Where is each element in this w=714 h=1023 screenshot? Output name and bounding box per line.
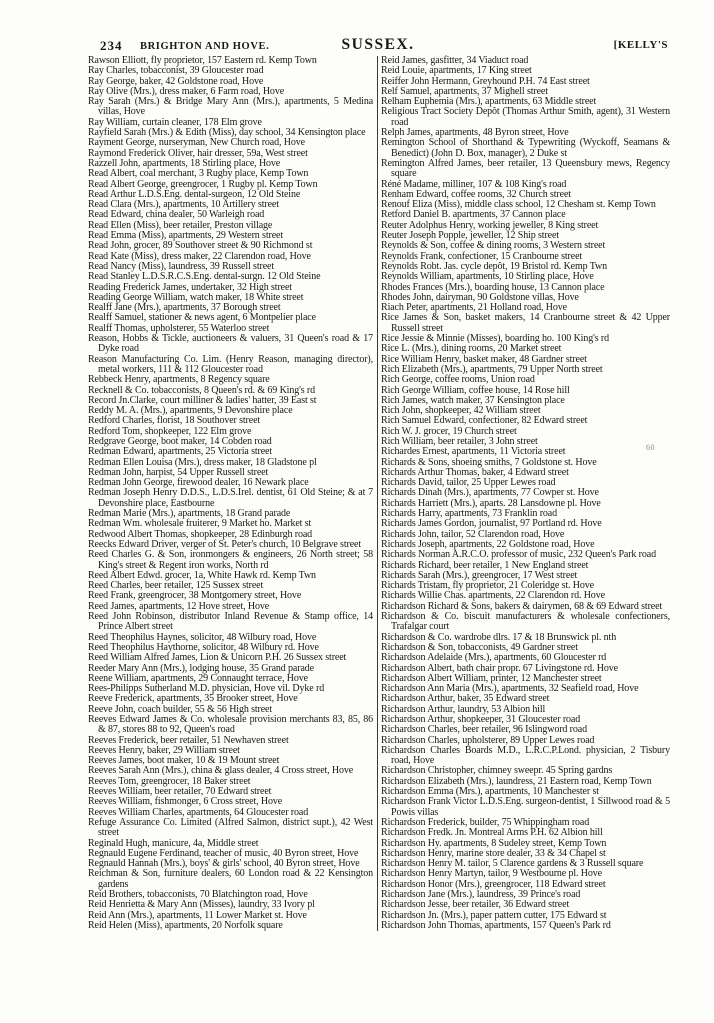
directory-entry: Reading George William, watch maker, 18 White street <box>88 291 304 303</box>
directory-entry: Richardson Frank Victor L.D.S.Eng. surgeon-dentist, 1 Sillwood road & 5 Powis villas <box>381 796 670 818</box>
directory-entry: Richardson Henry, marine store dealer, 33 & 34 Chapel st <box>381 847 606 859</box>
directory-entry: Richardson Ann Maria (Mrs.), apartments, 32 Seafield road, Hove <box>381 683 639 695</box>
directory-entry: Reid Henrietta & Mary Ann (Misses), laundry, 33 Ivory pl <box>88 899 315 911</box>
margin-mark: 60 <box>646 443 655 452</box>
directory-entry: Richards Norman A.R.C.O. professor of music, 232 Queen's Park road <box>381 549 656 561</box>
directory-entry: Reeve John, coach builder, 55 & 56 High street <box>88 703 273 715</box>
directory-entry: Richardson Christopher, chimney sweepr. 45 Spring gardns <box>381 765 613 777</box>
directory-entry: Reeves Edward James & Co. wholesale provision merchants 83, 85, 86 & 87, stores 88 to 92, Queen's road <box>88 714 374 736</box>
directory-entry: Religious Tract Society Depôt (Thomas Arthur Smith, agent), 31 Western road <box>381 106 670 128</box>
directory-entry: Rhodes Frances (Mrs.), boarding house, 13 Cannon place <box>381 281 605 293</box>
directory-entry: Read Emma (Miss), apartments, 29 Western street <box>88 230 283 242</box>
page-number: 234 <box>100 38 123 53</box>
column-divider-rule <box>377 56 378 931</box>
directory-entry: Richards Willie Chas. apartments, 22 Clarendon rd. Hove <box>381 590 605 602</box>
directory-entry: Richards Tristam, fly proprietor, 21 Coleridge st. Hove <box>381 580 594 592</box>
directory-entry: Richardson Fredk. Jn. Montreal Arms P.H. 62 Albion hill <box>381 827 603 839</box>
directory-entry: Richardson Henry M. tailor, 5 Clarence gardens & 3 Russell square <box>381 858 644 870</box>
directory-entry: Richardson & Co. biscuit manufacturers & wholesale confectioners, Trafalgar court <box>381 611 670 633</box>
directory-entry: Richardson Henry Martyn, tailor, 9 Westbourne pl. Hove <box>381 868 602 880</box>
directory-entry: Richards David, tailor, 25 Upper Lewes road <box>381 477 556 489</box>
directory-entry: Richards & Sons, shoeing smiths, 7 Goldstone st. Hove <box>381 456 597 468</box>
directory-entry: Read Stanley L.D.S.R.C.S.Eng. dental-surgn. 12 Old Steine <box>88 271 321 283</box>
directory-entry: Rayment George, nurseryman, New Church road, Hove <box>88 137 305 149</box>
directory-entry: Riach Peter, apartments, 21 Holland road, Hove <box>381 302 567 314</box>
directory-entry: Redwood Albert Thomas, shopkeeper, 28 Edinburgh road <box>88 528 313 540</box>
directory-entry: Reynolds Frank, confectioner, 15 Cranbourne street <box>381 250 583 262</box>
directory-entry: Richardson Charles, beer retailer, 96 Islingword road <box>381 724 587 736</box>
directory-entry: Réné Madame, milliner, 107 & 108 King's road <box>381 178 567 190</box>
directory-entry: Richardson John Thomas, apartments, 157 Queen's Park rd <box>381 919 611 931</box>
directory-entry: Relph James, apartments, 48 Byron street, Hove <box>381 127 569 139</box>
directory-entry: Reeve Frederick, apartments, 35 Brooker street, Hove <box>88 693 298 705</box>
running-title-right: [KELLY'S <box>613 39 668 51</box>
left-column <box>88 56 373 931</box>
directory-entry: Realff Jane (Mrs.), apartments, 37 Borough street <box>88 302 281 314</box>
directory-entry: Reene William, apartments, 29 Connaught terrace, Hove <box>88 672 308 684</box>
directory-entry: Rich William, beer retailer, 3 John street <box>381 435 538 447</box>
directory-entry: Rice William Henry, basket maker, 48 Gardner street <box>381 353 587 365</box>
directory-entry: Renham Edward, coffee rooms, 32 Church street <box>381 188 571 200</box>
directory-entry: Relham Euphemia (Mrs.), apartments, 63 Middle street <box>381 96 597 108</box>
directory-entry: Read Kate (Miss), dress maker, 22 Clarendon road, Hove <box>88 250 311 262</box>
directory-entry: Redman John George, firewood dealer, 16 Newark place <box>88 477 309 489</box>
directory-entry: Rich Elizabeth (Mrs.), apartments, 79 Upper North street <box>381 363 603 375</box>
directory-entry: Reeves William, beer retailer, 70 Edward street <box>88 786 272 798</box>
page-title: SUSSEX. <box>341 36 415 53</box>
directory-entry: Regnauld Eugene Ferdinand, teacher of music, 40 Byron street, Hove <box>88 847 359 859</box>
directory-entry: Ray Sarah (Mrs.) & Bridge Mary Ann (Mrs.), apartments, 5 Medina villas, Hove <box>88 96 374 118</box>
directory-entry: Ray George, baker, 42 Goldstone road, Hove <box>88 75 264 87</box>
directory-entry: Reid Louie, apartments, 17 King street <box>381 65 532 77</box>
directory-entry: Redford Charles, florist, 18 Southover street <box>88 415 261 427</box>
directory-entry: Richards Harriett (Mrs.), aparts. 28 Lansdowne pl. Hove <box>381 497 601 509</box>
directory-entry: Reecks Edward Driver, verger of St. Peter's church, 10 Belgrave street <box>88 538 361 550</box>
directory-entry: Rayfield Sarah (Mrs.) & Edith (Miss), day school, 34 Kensington place <box>88 127 366 139</box>
directory-entry: Reed John Robinson, distributor Inland Revenue & Stamp office, 14 Prince Albert street <box>88 611 374 633</box>
directory-entry: Reid James, gasfitter, 34 Viaduct road <box>381 55 529 66</box>
directory-entry: Richardson Jane (Mrs.), laundress, 39 Prince's road <box>381 889 581 901</box>
directory-entry: Reichman & Son, furniture dealers, 60 London road & 22 Kensington gardens <box>88 868 374 890</box>
directory-entry: Redman Marie (Mrs.), apartments, 18 Grand parade <box>88 508 291 520</box>
directory-entry: Rich Samuel Edward, confectioner, 82 Edward street <box>381 415 588 427</box>
directory-entry: Richardson Arthur, laundry, 53 Albion hill <box>381 703 546 715</box>
directory-entry: Realff Samuel, stationer & news agent, 6 Montpelier place <box>88 312 316 324</box>
directory-entry: Record Jn.Clarke, court milliner & ladies' hatter, 39 East st <box>88 394 317 406</box>
directory-entry: Reason, Hobbs & Tickle, auctioneers & valuers, 31 Queen's road & 17 Dyke road <box>88 333 374 355</box>
directory-entry: Rhodes John, dairyman, 90 Goldstone villas, Hove <box>381 291 579 303</box>
directory-entry: Rich W. J. grocer, 19 Church street <box>381 425 517 437</box>
directory-entry: Redgrave George, boot maker, 14 Cobden road <box>88 435 272 447</box>
directory-entry: Richardes Ernest, apartments, 11 Victoria street <box>381 446 566 458</box>
directory-entry: Realff Thomas, upholsterer, 55 Waterloo street <box>88 322 270 334</box>
directory-entry: Rebbeck Henry, apartments, 8 Regency square <box>88 374 270 386</box>
directory-entry: Rees-Philipps Sutherland M.D. physician, Hove vil. Dyke rd <box>88 683 325 695</box>
directory-entry: Richardson Albert, bath chair propr. 67 Livingstone rd. Hove <box>381 662 618 674</box>
directory-entry: Richardson & Co. wardrobe dlrs. 17 & 18 Brunswick pl. nth <box>381 631 617 643</box>
directory-entry: Rich James, watch maker, 37 Kensington place <box>381 394 565 406</box>
directory-entry: Read Ellen (Miss), beer retailer, Preston village <box>88 219 273 231</box>
directory-entry: Richardson Elizabeth (Mrs.), laundress, 21 Eastern road, Kemp Town <box>381 775 652 787</box>
directory-entry: Reynolds & Son, coffee & dining rooms, 3 Western street <box>381 240 606 252</box>
directory-entry: Recknell & Co. tobacconists, 8 Queen's rd. & 69 King's rd <box>88 384 316 396</box>
directory-entry: Richardson Adelaide (Mrs.), apartments, 60 Gloucester rd <box>381 652 607 664</box>
directory-entry: Reeves Tom, greengrocer, 18 Baker street <box>88 775 251 787</box>
directory-entry: Reed Albert Edwd. grocer, 1a, White Hawk rd. Kemp Twn <box>88 569 316 581</box>
directory-entry: Read Arthur L.D.S.Eng. dental-surgeon, 12 Old Steine <box>88 188 301 200</box>
directory-entry: Redman John, harpist, 54 Upper Russell street <box>88 466 269 478</box>
directory-columns <box>88 56 670 931</box>
directory-entry: Richardson Arthur, shopkeeper, 31 Gloucester road <box>381 714 581 725</box>
directory-entry: Reed James, apartments, 12 Hove street, Hove <box>88 600 270 612</box>
directory-entry: Razzell John, apartments, 18 Stirling place, Hove <box>88 157 281 169</box>
directory-entry: Redman Wm. wholesale fruiterer, 9 Market ho. Market st <box>88 518 312 530</box>
directory-entry: Reeves William Charles, apartments, 64 Gloucester road <box>88 806 309 818</box>
directory-entry: Rice James & Son, basket makers, 14 Cranbourne street & 42 Upper Russell street <box>381 312 670 334</box>
directory-entry: Ray Charles, tobacconist, 39 Gloucester road <box>88 65 264 77</box>
directory-entry: Reeves Sarah Ann (Mrs.), china & glass dealer, 4 Cross street, Hove <box>88 765 354 777</box>
directory-entry: Reynolds Robt. Jas. cycle depôt, 19 Bristol rd. Kemp Twn <box>381 260 608 272</box>
directory-entry: Reiffer John Hermann, Greyhound P.H. 74 East street <box>381 75 590 87</box>
directory-entry: Reed Frank, greengrocer, 38 Montgomery street, Hove <box>88 590 302 602</box>
directory-entry: Richards James Gordon, journalist, 97 Portland rd. Hove <box>381 518 602 530</box>
directory-entry: Reason Manufacturing Co. Lim. (Henry Reason, managing director), metal workers, 111 & 112 Gloucester road <box>88 353 374 375</box>
directory-entry: Richardson Jn. (Mrs.), paper pattern cutter, 175 Edward st <box>381 909 607 921</box>
directory-entry: Redford Tom, shopkeeper, 122 Elm grove <box>88 425 252 437</box>
directory-entry: Reuter Joseph Popple, jeweller, 12 Ship street <box>381 230 559 242</box>
directory-entry: Reeves William, fishmonger, 6 Cross street, Hove <box>88 796 283 808</box>
running-title-left: BRIGHTON AND HOVE. <box>140 41 270 52</box>
directory-entry: Ray Olive (Mrs.), dress maker, 6 Farm road, Hove <box>88 85 285 97</box>
directory-entry: Rawson Elliott, fly proprietor, 157 Eastern rd. Kemp Town <box>88 55 317 66</box>
directory-entry: Rich George, coffee rooms, Union road <box>381 374 535 386</box>
directory-entry: Richardson Frederick, builder, 75 Whippingham road <box>381 816 590 828</box>
directory-entry: Reddy M. A. (Mrs.), apartments, 9 Devonshire place <box>88 405 293 417</box>
directory-entry: Read Nancy (Miss), laundress, 39 Russell street <box>88 260 274 272</box>
directory-entry: Rice Jessie & Minnie (Misses), boarding ho. 100 King's rd <box>381 333 610 345</box>
directory-entry: Richards Richard, beer retailer, 1 New England street <box>381 559 589 571</box>
directory-entry: Reeder Mary Ann (Mrs.), lodging house, 35 Grand parade <box>88 662 314 674</box>
directory-entry: Refuge Assurance Co. Limited (Alfred Salmon, district supt.), 42 West street <box>88 816 374 839</box>
directory-entry: Read Clara (Mrs.), apartments, 10 Artillery street <box>88 199 279 211</box>
directory-entry: Redman Ellen Louisa (Mrs.), dress maker, 18 Gladstone pl <box>88 456 317 468</box>
directory-entry: Remington School of Shorthand & Typewriting (Wyckoff, Seamans & Benedict) (John D. Box, manager), 2 Duke st <box>381 137 670 159</box>
directory-entry: Remington Alfred James, beer retailer, 13 Queensbury mews, Regency square <box>381 157 670 180</box>
directory-entry: Read Albert George, greengrocer, 1 Rugby pl. Kemp Town <box>88 178 318 190</box>
directory-entry: Reed Charles, beer retailer, 125 Sussex street <box>88 580 264 592</box>
directory-entry: Richardson Jesse, beer retailer, 36 Edward street <box>381 899 570 911</box>
directory-entry: Reed William Alfred James, Lion & Unicorn P.H. 26 Sussex street <box>88 652 347 664</box>
directory-entry: Reeves Frederick, beer retailer, 51 Newhaven street <box>88 734 289 746</box>
directory-entry: Read Albert, coal merchant, 3 Rugby place, Kemp Town <box>88 168 309 180</box>
directory-entry: Reed Theophilus Haythorne, solicitor, 48 Wilbury rd. Hove <box>88 641 319 653</box>
directory-entry: Reid Ann (Mrs.), apartments, 11 Lower Market st. Hove <box>88 909 307 921</box>
directory-entry: Relf Samuel, apartments, 37 Mighell street <box>381 85 548 97</box>
directory-entry: Renouf Eliza (Miss), middle class school, 12 Chesham st. Kemp Town <box>381 199 656 211</box>
directory-entry: Rice L. (Mrs.), dining rooms, 20 Market street <box>381 343 562 355</box>
directory-entry: Reed Theophilus Haynes, solicitor, 48 Wilbury road, Hove <box>88 631 317 643</box>
directory-entry: Read John, grocer, 89 Southover street & 90 Richmond st <box>88 240 313 252</box>
directory-entry: Reading Frederick James, undertaker, 32 High street <box>88 281 292 293</box>
directory-entry: Retford Daniel B. apartments, 37 Cannon place <box>381 209 566 221</box>
directory-entry: Redman Joseph Henry D.D.S., L.D.S.Irel. dentist, 61 Old Steine; & at 7 Devonshire place, Eastbourne <box>88 487 374 509</box>
directory-entry: Richardson Albert William, printer, 12 Manchester street <box>381 672 602 684</box>
directory-entry: Redman Edward, apartments, 25 Victoria street <box>88 446 273 458</box>
directory-entry: Richardson Charles Boards M.D., L.R.C.P.Lond. physician, 2 Tisbury road, Hove <box>381 744 670 767</box>
directory-entry: Richards Harry, apartments, 73 Franklin road <box>381 508 557 520</box>
directory-entry: Richards Dinah (Mrs.), apartments, 77 Cowper st. Hove <box>381 487 599 499</box>
directory-entry: Richardson Charles, upholsterer, 89 Upper Lewes road <box>381 734 595 746</box>
directory-entry: Reed Charles G. & Son, ironmongers & engineers, 26 North street; 58 King's street & Regent iron works, North rd <box>88 549 374 571</box>
directory-entry: Reginald Hugh, manicure, 4a, Middle street <box>88 837 259 849</box>
directory-entry: Richards Joseph, apartments, 22 Goldstone road, Hove <box>381 538 595 550</box>
directory-entry: Reynolds William, apartments, 10 Stirling place, Hove <box>381 271 594 283</box>
directory-entry: Regnauld Hannah (Mrs.), boys' & girls' school, 40 Byron street, Hove <box>88 858 360 870</box>
directory-entry: Richards John, tailor, 52 Clarendon road, Hove <box>381 528 565 540</box>
directory-entry: Read Edward, china dealer, 50 Warleigh road <box>88 209 265 221</box>
directory-entry: Reeves James, boot maker, 10 & 19 Mount street <box>88 755 280 767</box>
directory-entry: Richardson Arthur, baker, 35 Edward street <box>381 693 550 705</box>
directory-entry: Rich George William, coffee house, 14 Rose hill <box>381 384 570 396</box>
directory-entry: Reuter Adolphus Henry, working jeweller, 8 King street <box>381 219 599 231</box>
directory-entry: Raymond Frederick Oliver, hair dresser, 59a, West street <box>88 147 308 159</box>
directory-entry: Richards Arthur Thomas, baker, 4 Edward street <box>381 466 569 478</box>
page-header <box>88 38 668 56</box>
directory-entry: Richardson Honor (Mrs.), greengrocer, 118 Edward street <box>381 878 606 890</box>
directory-entry: Richardson & Son, tobacconists, 49 Gardner street <box>381 641 578 653</box>
directory-entry: Richardson Emma (Mrs.), apartments, 10 Manchester st <box>381 786 599 798</box>
directory-entry: Richards Sarah (Mrs.), greengrocer, 17 West street <box>381 569 578 581</box>
directory-entry: Ray William, curtain cleaner, 178 Elm grove <box>88 116 262 128</box>
directory-entry: Rich John, shopkeeper, 42 William street <box>381 405 541 417</box>
directory-entry: Richardson Hy. apartments, 8 Sudeley street, Kemp Town <box>381 837 607 849</box>
right-column <box>381 56 670 931</box>
directory-entry: Reid Helen (Miss), apartments, 20 Norfolk square <box>88 919 283 931</box>
directory-entry: Richardson Richard & Sons, bakers & dairymen, 68 & 69 Edward street <box>381 600 663 612</box>
directory-entry: Reeves Henry, baker, 29 William street <box>88 744 240 756</box>
directory-entry: Reid Brothers, tobacconists, 70 Blatchington road, Hove <box>88 889 308 901</box>
